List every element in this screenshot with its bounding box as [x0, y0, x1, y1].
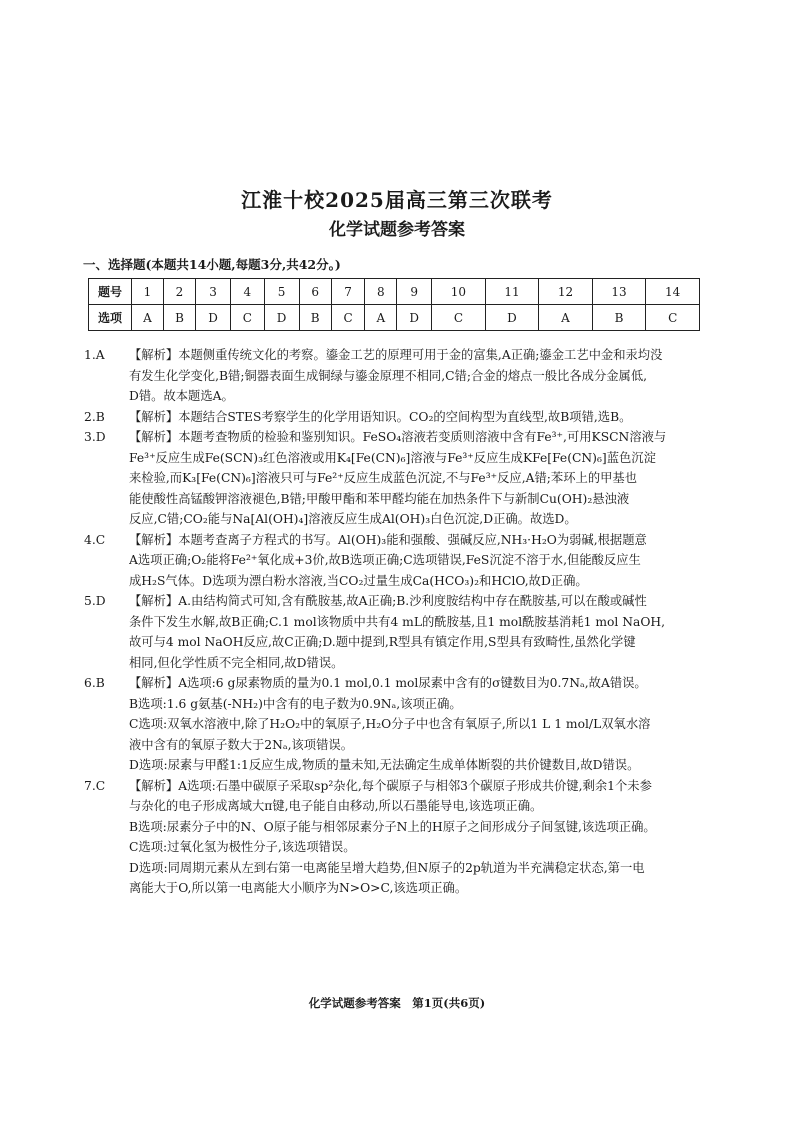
- explanation-line: B选项:尿素分子中的N、O原子能与相邻尿素分子N上的H原子之间形成分子间氢键,该选项正确。: [129, 819, 656, 834]
- explanation-line: D选项:同周期元素从左到右第一电离能呈增大趋势,但N原子的2p轨道为半充满稳定状态,第一电: [129, 860, 645, 875]
- explanation-line: D错。故本题选A。: [129, 389, 234, 403]
- question-number: 8: [365, 279, 397, 305]
- answer-cell: C: [432, 305, 486, 331]
- explanation-line: 成H₂S气体。D选项为漂白粉水溶液,当CO₂过量生成Ca(HCO₃)₂和HClO,故D正确。: [129, 573, 588, 588]
- question-number: 7: [331, 279, 365, 305]
- question-number: 2: [163, 279, 195, 305]
- explanation-item: [84, 345, 716, 407]
- explanation-line: 反应,C错;CO₂能与Na[Al(OH)₄]溶液反应生成Al(OH)₃白色沉淀,D正确。故选D。: [129, 512, 577, 526]
- explanation-line: 【解析】本题考查离子方程式的书写。Al(OH)₃能和强酸、强碱反应,NH₃·H₂O为弱碱,根据题意: [129, 532, 647, 547]
- explanation-line: 【解析】本题考查物质的检验和鉴别知识。FeSO₄溶液若变质则溶液中含有Fe³⁺,可用KSCN溶液与: [129, 430, 667, 444]
- question-number: 5: [264, 279, 299, 305]
- question-number: 3: [196, 279, 231, 305]
- answer-cell: C: [331, 305, 365, 331]
- explanation-line: 液中含有的氧原子数大于2Nₐ,该项错误。: [129, 737, 353, 752]
- answer-cell: B: [592, 305, 646, 331]
- row-label: 题号: [89, 279, 132, 305]
- explanation-line: 离能大于O,所以第一电离能大小顺序为N>O>C,该选项正确。: [129, 881, 468, 895]
- row-label: 选项: [89, 305, 132, 331]
- explanation-line: C选项:过氧化氢为极性分子,该选项错误。: [129, 840, 356, 854]
- explanation-item: [84, 427, 716, 530]
- answer-cell: D: [196, 305, 231, 331]
- question-number: 10: [432, 279, 486, 305]
- explanation-line: C选项:双氧水溶液中,除了H₂O₂中的氧原子,H₂O分子中也含有氧原子,所以1 L 1 mol/L双氧水溶: [129, 717, 651, 731]
- explanation-line: 【解析】本题结合STES考察学生的化学用语知识。CO₂的空间构型为直线型,故B项错,选B。: [129, 409, 632, 424]
- answer-cell: A: [539, 305, 593, 331]
- question-number: 13: [592, 279, 646, 305]
- explanation-line: B选项:1.6 g氨基(-NH₂)中含有的电子数为0.9Nₐ,该项正确。: [129, 696, 462, 711]
- explanation-line: 【解析】A选项:6 g尿素物质的量为0.1 mol,0.1 mol尿素中含有的σ键数目为0.7Nₐ,故A错误。: [129, 676, 647, 690]
- question-number-row: [89, 279, 700, 305]
- explanation-line: 来检验,而K₃[Fe(CN)₆]溶液只可与Fe²⁺反应生成蓝色沉淀,不与Fe³⁺反应,A错;苯环上的甲基也: [129, 471, 638, 485]
- explanation-line: 与杂化的电子形成离域大π键,电子能自由移动,所以石墨能导电,该选项正确。: [129, 799, 543, 813]
- explanation-item: [84, 591, 716, 673]
- question-answer-label: 2.B: [84, 409, 105, 424]
- answer-cell: D: [264, 305, 299, 331]
- explanation-line: 条件下发生水解,故B正确;C.1 mol该物质中共有4 mL的酰胺基,且1 mol酰胺基消耗1 mol NaOH,: [129, 614, 666, 629]
- explanation-line: D选项:尿素与甲醛1:1反应生成,物质的量未知,无法确定生成单体断裂的共价键数目,故D错误。: [129, 758, 640, 772]
- question-answer-label: 5.D: [84, 594, 106, 608]
- explanation-line: 【解析】A选项:石墨中碳原子采取sp²杂化,每个碳原子与相邻3个碳原子形成共价键,剩余1个未参: [129, 778, 652, 793]
- explanation-item: [84, 530, 716, 592]
- answer-cell: A: [132, 305, 164, 331]
- explanation-line: Fe³⁺反应生成Fe(SCN)₃红色溶液或用K₄[Fe(CN)₆]溶液与Fe³⁺反应生成KFe[Fe(CN)₆]蓝色沉淀: [129, 450, 656, 465]
- answer-cell: C: [231, 305, 265, 331]
- explanation-item: [84, 776, 716, 899]
- answer-cell: B: [163, 305, 195, 331]
- answer-cell: B: [299, 305, 331, 331]
- explanation-line: 有发生化学变化,B错;铜器表面生成铜绿与鎏金原理不相同,C错;合金的熔点一般比各成分金属低,: [129, 368, 648, 383]
- explanation-line: 【解析】A.由结构简式可知,含有酰胺基,故A正确;B.沙利度胺结构中存在酰胺基,可以在酸或碱性: [129, 594, 647, 608]
- explanation-line: 相同,但化学性质不完全相同,故D错误。: [129, 655, 344, 670]
- explanation-line: 【解析】本题侧重传统文化的考察。鎏金工艺的原理可用于金的富集,A正确;鎏金工艺中金和汞均没: [129, 348, 663, 362]
- answer-cell: C: [646, 305, 700, 331]
- answer-key-subtitle: 化学试题参考答案: [329, 220, 465, 240]
- answer-cell: D: [397, 305, 432, 331]
- question-number: 6: [299, 279, 331, 305]
- answer-row: [89, 305, 700, 331]
- explanation-line: A选项正确;O₂能将Fe²⁺氧化成+3价,故B选项正确;C选项错误,FeS沉淀不溶于水,但能酸反应生: [129, 553, 641, 567]
- explanation-line: 能使酸性高锰酸钾溶液褪色,B错;甲酸甲酯和苯甲醛均能在加热条件下与新制Cu(OH)₂悬浊液: [129, 491, 630, 506]
- question-answer-label: 6.B: [84, 676, 105, 690]
- question-number: 4: [231, 279, 265, 305]
- section-heading: 一、选择题(本题共14小题,每题3分,共42分。): [83, 257, 341, 272]
- explanations: [84, 345, 716, 899]
- exam-title: 江淮十校2025届高三第三次联考: [241, 188, 553, 212]
- explanation-item: [84, 407, 716, 428]
- question-answer-label: 4.C: [84, 532, 106, 547]
- explanation-line: 故可与4 mol NaOH反应,故C正确;D.题中提到,R型具有镇定作用,S型具有致畸性,虽然化学键: [129, 635, 636, 649]
- page-footer: 化学试题参考答案 第1页(共6页): [308, 996, 486, 1010]
- question-answer-label: 7.C: [84, 778, 106, 793]
- question-answer-label: 3.D: [84, 430, 106, 444]
- answer-table: [88, 278, 700, 331]
- question-number: 1: [132, 279, 164, 305]
- answer-cell: A: [365, 305, 397, 331]
- question-number: 12: [539, 279, 593, 305]
- answer-cell: D: [485, 305, 539, 331]
- question-answer-label: 1.A: [84, 348, 105, 362]
- explanation-item: [84, 673, 716, 776]
- question-number: 14: [646, 279, 700, 305]
- question-number: 11: [485, 279, 539, 305]
- question-number: 9: [397, 279, 432, 305]
